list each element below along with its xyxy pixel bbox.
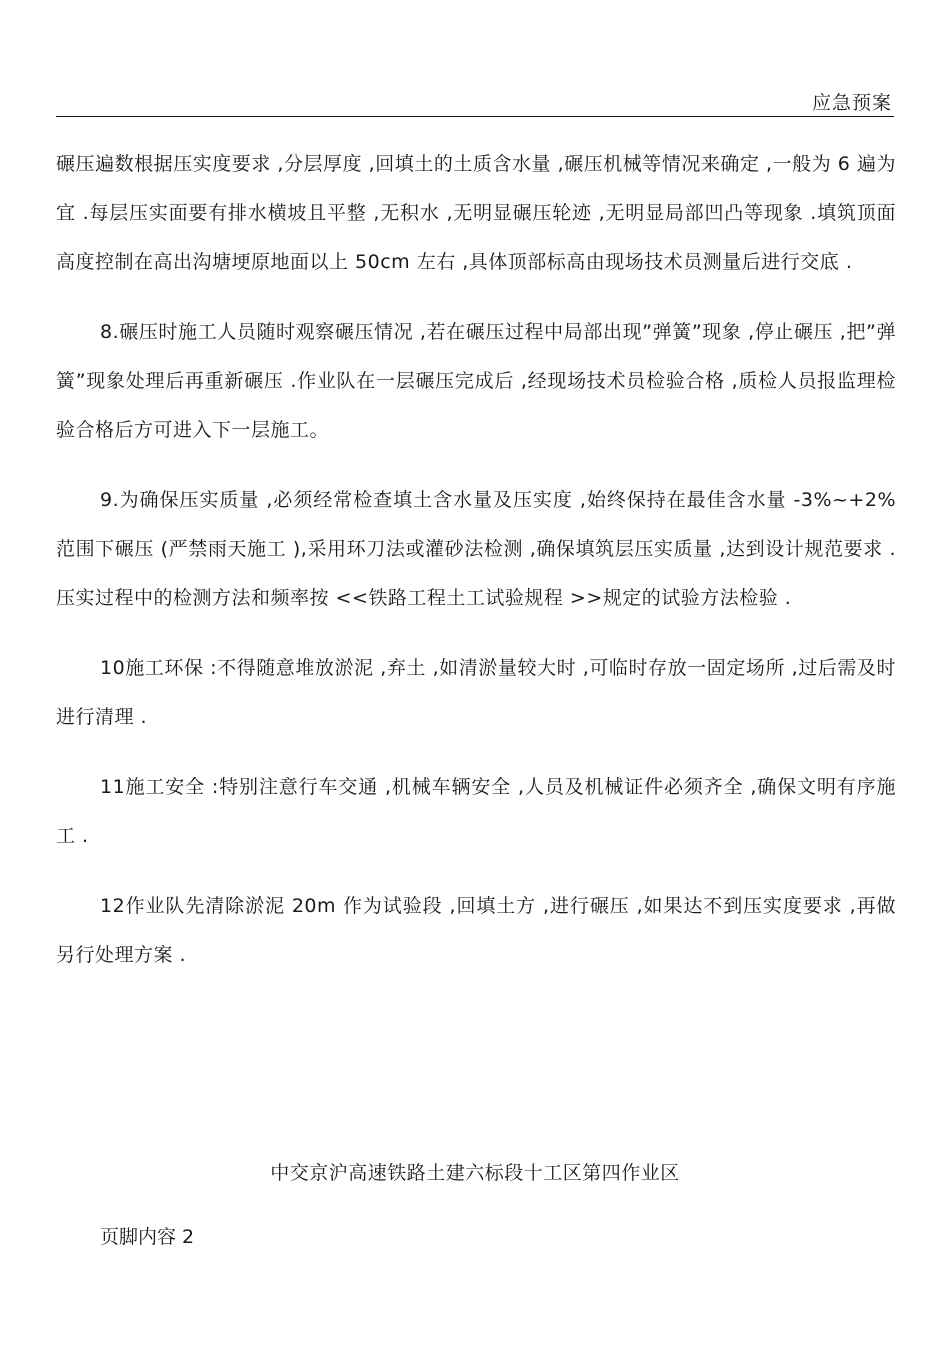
paragraph-item-9: 9.为确保压实质量 ,必须经常检查填土含水量及压实度 ,始终保持在最佳含水量 -3%~+2%范围下碾压 (严禁雨天施工 ),采用环刀法或灌砂法检测 ,确保填筑层压实质量 ,达到设计规范要求 .压实过程中的检测方法和频率按 <<铁路工程土工试验规程 >>规定的试验方法检验 . [56, 489, 896, 609]
paragraph-item-12: 12作业队先清除淤泥 20m 作为试验段 ,回填土方 ,进行碾压 ,如果达不到压实度要求 ,再做另行处理方案 . [56, 895, 896, 966]
header-divider [56, 116, 894, 117]
paragraph-item-10: 10施工环保 :不得随意堆放淤泥 ,弃土 ,如清淤量较大时 ,可临时存放一固定场所 ,过后需及时进行清理 . [56, 657, 896, 728]
header-title: 应急预案 [811, 92, 892, 114]
document-body [56, 140, 896, 980]
paragraph-compaction-passes: 碾压遍数根据压实度要求 ,分层厚度 ,回填土的土质含水量 ,碾压机械等情况来确定 ,一般为 6 遍为宜 .每层压实面要有排水横坡且平整 ,无积水 ,无明显碾压轮迹 ,无明显局部凹凸等现象 .填筑顶面高度控制在高出沟塘埂原地面以上 50cm 左右 ,具体顶部标高由现场技术员测量后进行交底 . [56, 153, 896, 273]
footer-page-label: 页脚内容 2 [100, 1226, 195, 1248]
paragraph-item-8: 8.碾压时施工人员随时观察碾压情况 ,若在碾压过程中局部出现”弹簧”现象 ,停止碾压 ,把”弹簧”现象处理后再重新碾压 .作业队在一层碾压完成后 ,经现场技术员检验合格 ,质检人员报监理检验合格后方可进入下一层施工。 [56, 321, 896, 441]
footer-organization: 中交京沪高速铁路土建六标段十工区第四作业区 [270, 1162, 680, 1184]
paragraph-item-11: 11施工安全 :特别注意行车交通 ,机械车辆安全 ,人员及机械证件必须齐全 ,确保文明有序施工 . [56, 776, 896, 847]
